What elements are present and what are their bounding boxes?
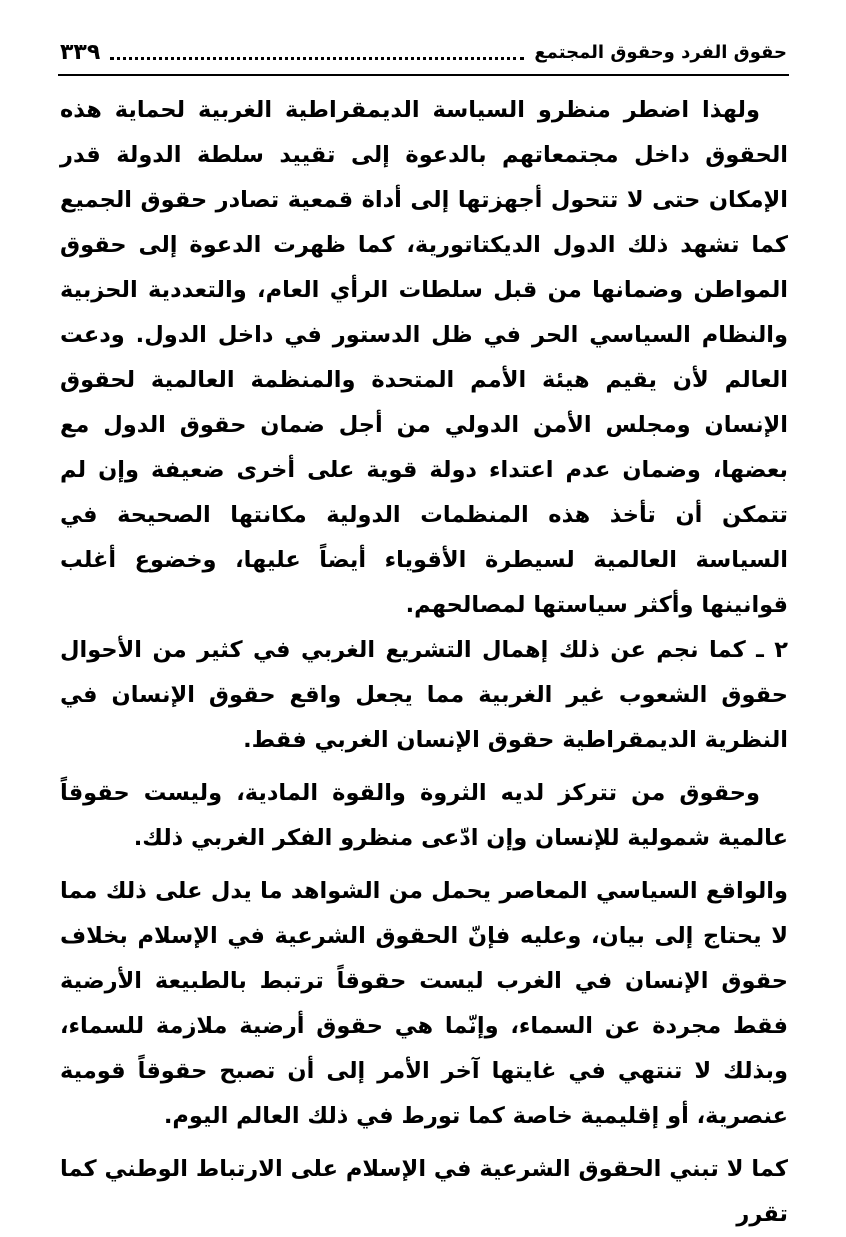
paragraph-democracy-rights: ولهذا اضطر منظرو السياسة الديمقراطية الغربية لحماية هذه الحقوق داخل مجتمعاتهم بالدعوة إلى تقييد سلطة الدولة قدر الإمكان حتى لا تتحول أجهزتها إلى أداة قمعية تصادر حقوق الجميع كما تشهد ذلك الدول الديكتاتورية، كما ظهرت الدعوة إلى حقوق المواطن وضمانها من قبل سلطات الرأي العام، والتعددية الحزبية والنظام السياسي الحر في ظل الدستور في داخل الدول. ودعت العالم لأن يقيم هيئة الأمم المتحدة والمنظمة العالمية لحقوق الإنسان ومجلس الأمن الدولي من أجل ضمان حقوق الدول مع بعضها، وضمان عدم اعتداء دولة قوية على أخرى ضعيفة وإن لم تتمكن أن تأخذ هذه المنظمات الدولية مكانتها الصحيحة في السياسة العالمية لسيطرة الأقوياء أيضاً عليها، وخضوع أغلب قوانينها وأكثر سياستها لمصالحهم. <box>60 97 788 618</box>
running-header <box>60 32 787 72</box>
paragraph-point-2: ٢ ـ كما نجم عن ذلك إهمال التشريع الغربي في كثير من الأحوال حقوق الشعوب غير الغربية مما يجعل واقع حقوق الإنسان في النظرية الديمقراطية حقوق الإنسان الغربي فقط. <box>60 637 788 753</box>
header-dot-leader <box>110 56 524 60</box>
paragraph-political-reality: والواقع السياسي المعاصر يحمل من الشواهد ما يدل على ذلك مما لا يحتاج إلى بيان، وعليه فإنّ الحقوق الشرعية في الإسلام بخلاف حقوق الإنسان في الغرب ليست حقوقاً ترتبط بالطبيعة الأرضية فقط مجردة عن السماء، وإنّما هي حقوق أرضية ملازمة للسماء، وبذلك لا تنتهي في غايتها آخر الأمر إلى أن تصبح حقوقاً قومية عنصرية، أو إقليمية خاصة كما تورط في ذلك العالم اليوم. <box>60 878 788 1129</box>
paragraph-wealth-power: وحقوق من تتركز لديه الثروة والقوة المادية، وليست حقوقاً عالمية شمولية للإنسان وإن ادّعى منظرو الفكر الغربي ذلك. <box>60 780 788 851</box>
page-number: ٣٣٩ <box>60 39 101 65</box>
body-text <box>60 88 788 1237</box>
paragraph-national-bond: كما لا تبني الحقوق الشرعية في الإسلام على الارتباط الوطني كما تقرر <box>60 1156 788 1227</box>
header-title: حقوق الفرد وحقوق المجتمع <box>534 41 787 63</box>
header-rule <box>58 74 789 76</box>
